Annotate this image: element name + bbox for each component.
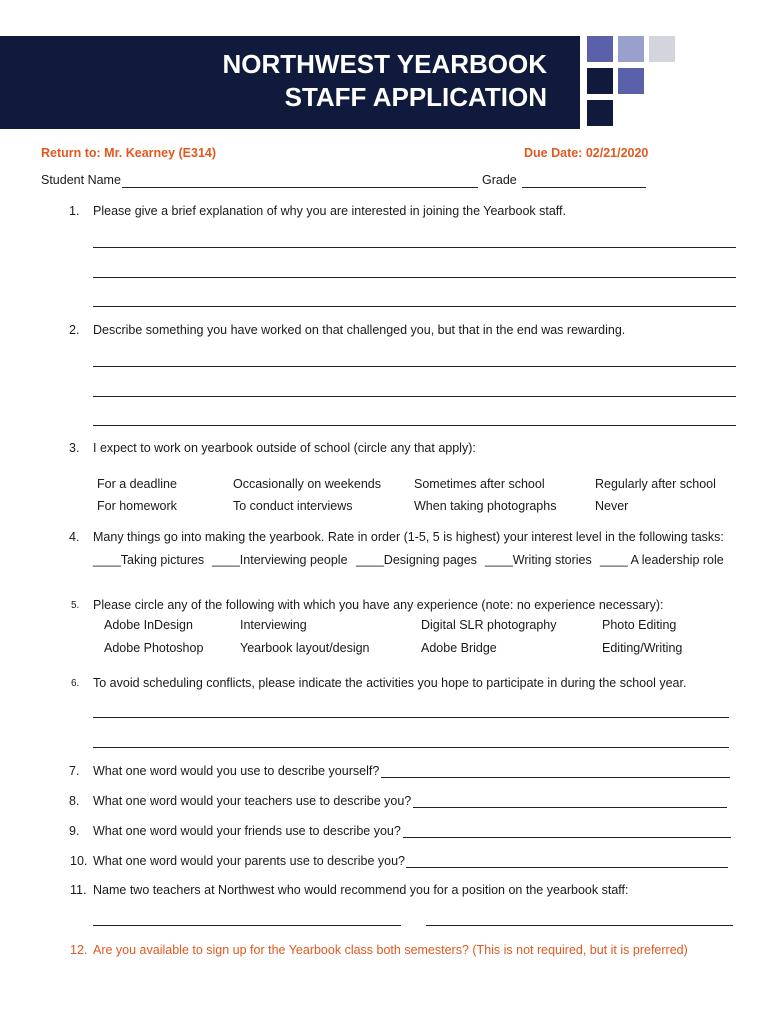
square-dark [587,100,613,126]
q10-number: 10. [70,854,88,868]
q9-number: 9. [69,824,80,838]
student-name-label: Student Name [41,173,121,187]
square-pale [649,36,675,62]
square-mid [587,36,613,62]
q3-option[interactable]: When taking photographs [414,499,557,513]
q2-answer-line-1[interactable] [93,366,736,367]
q5-option[interactable]: Photo Editing [602,618,677,632]
q3-option[interactable]: Never [595,499,629,513]
q7-text: What one word would you use to describe yourself? [93,764,380,778]
q3-option[interactable]: To conduct interviews [233,499,353,513]
q2-number: 2. [69,323,80,337]
q1-answer-line-3[interactable] [93,306,736,307]
q9-answer-field[interactable] [403,837,731,838]
q4-number: 4. [69,530,80,544]
q4-text: Many things go into making the yearbook. Rate in order (1-5, 5 is highest) your interest level in the following tasks: [93,530,724,544]
q3-option[interactable]: For homework [97,499,177,513]
q12-text: Are you available to sign up for the Yearbook class both semesters? (This is not required, but it is preferred) [93,943,688,957]
due-date: Due Date: 02/21/2020 [524,146,649,160]
return-to: Return to: Mr. Kearney (E314) [41,146,217,160]
q4-task[interactable]: ____ A leadership role [600,553,724,567]
title-line-2: STAFF APPLICATION [284,82,547,112]
q9-text: What one word would your friends use to describe you? [93,824,401,838]
q5-option[interactable]: Editing/Writing [602,641,683,655]
q5-text: Please circle any of the following with which you have any experience (note: no experience necessary): [93,598,664,612]
q5-option[interactable]: Adobe Photoshop [104,641,204,655]
q4-task[interactable]: ____Taking pictures [93,553,205,567]
q8-text: What one word would your teachers use to describe you? [93,794,412,808]
q4-task[interactable]: ____Writing stories [485,553,592,567]
q3-option[interactable]: Sometimes after school [414,477,545,491]
q8-number: 8. [69,794,80,808]
q3-option[interactable]: For a deadline [97,477,177,491]
square-light [618,36,644,62]
q5-option[interactable]: Adobe InDesign [104,618,193,632]
grade-label: Grade [482,173,517,187]
q11-teacher-2-field[interactable] [426,925,733,926]
q11-number: 11. [70,883,87,897]
q2-text: Describe something you have worked on that challenged you, but that in the end was rewarding. [93,323,626,337]
grade-field[interactable] [522,187,646,188]
q3-text: I expect to work on yearbook outside of school (circle any that apply): [93,441,476,455]
q6-text: To avoid scheduling conflicts, please indicate the activities you hope to participate in during the school year. [93,676,687,690]
q4-task[interactable]: ____Designing pages [356,553,477,567]
page-title [222,48,547,114]
q1-text: Please give a brief explanation of why you are interested in joining the Yearbook staff. [93,204,566,218]
square-mid [618,68,644,94]
q4-task[interactable]: ____Interviewing people [212,553,348,567]
q5-number: 5. [71,600,80,611]
q1-answer-line-2[interactable] [93,277,736,278]
q2-answer-line-3[interactable] [93,425,736,426]
q6-number: 6. [71,678,80,689]
q10-answer-field[interactable] [406,867,728,868]
student-name-field[interactable] [122,187,478,188]
q11-teacher-1-field[interactable] [93,925,401,926]
square-dark [587,68,613,94]
q3-option[interactable]: Occasionally on weekends [233,477,381,491]
q7-number: 7. [69,764,80,778]
title-line-1: NORTHWEST YEARBOOK [222,49,547,79]
q3-option[interactable]: Regularly after school [595,477,716,491]
q10-text: What one word would your parents use to describe you? [93,854,405,868]
q8-answer-field[interactable] [413,807,727,808]
q11-text: Name two teachers at Northwest who would recommend you for a position on the yearbook staff: [93,883,629,897]
q5-option[interactable]: Interviewing [240,618,307,632]
q2-answer-line-2[interactable] [93,396,736,397]
q7-answer-field[interactable] [381,777,730,778]
q5-option[interactable]: Yearbook layout/design [240,641,370,655]
q12-number: 12. [70,943,88,957]
q6-answer-line-2[interactable] [93,747,729,748]
q1-number: 1. [69,204,80,218]
q6-answer-line-1[interactable] [93,717,729,718]
q1-answer-line-1[interactable] [93,247,736,248]
q3-number: 3. [69,441,80,455]
q5-option[interactable]: Digital SLR photography [421,618,557,632]
q5-option[interactable]: Adobe Bridge [421,641,497,655]
